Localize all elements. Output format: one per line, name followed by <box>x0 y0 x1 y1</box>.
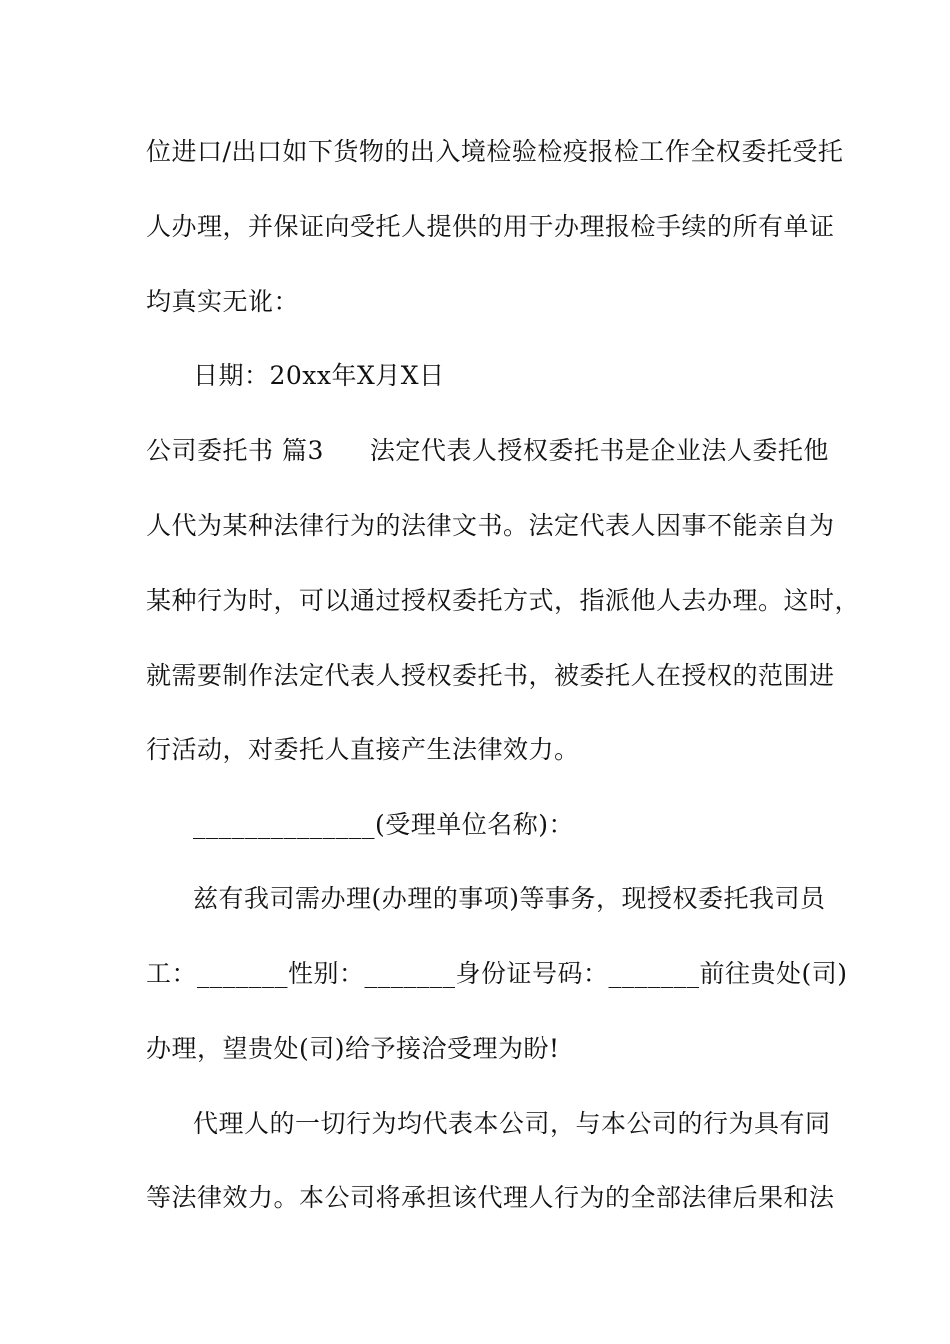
paragraph-line: 就需要制作法定代表人授权委托书，被委托人在授权的范围进 <box>146 661 835 690</box>
paragraph-line: 位进口/出口如下货物的出入境检验检疫报检工作全权委托受托 <box>146 137 844 166</box>
paragraph-line: 等法律效力。本公司将承担该代理人行为的全部法律后果和法 <box>146 1183 835 1212</box>
section-heading-line <box>146 436 829 466</box>
paragraph-line: 代理人的一切行为均代表本公司，与本公司的行为具有同 <box>193 1109 831 1138</box>
recipient-line: ______________(受理单位名称)： <box>193 810 575 839</box>
paragraph-line: 人办理，并保证向受托人提供的用于办理报检手续的所有单证 <box>146 212 835 241</box>
date-line: 日期：20xx年X月X日 <box>193 361 445 390</box>
paragraph-line: 某种行为时，可以通过授权委托方式，指派他人去办理。这时， <box>146 586 861 615</box>
paragraph-line: 工：_______性别：_______身份证号码：_______前往贵处(司) <box>146 959 848 988</box>
paragraph-line: 兹有我司需办理(办理的事项)等事务，现授权委托我司员 <box>193 884 826 913</box>
paragraph-line: 均真实无讹： <box>146 287 300 316</box>
paragraph-line: 行活动，对委托人直接产生法律效力。 <box>146 735 580 764</box>
section-heading: 公司委托书 篇3 <box>146 436 324 465</box>
paragraph-text: 法定代表人授权委托书是企业法人委托他 <box>369 436 829 465</box>
paragraph-line: 人代为某种法律行为的法律文书。法定代表人因事不能亲自为 <box>146 511 835 540</box>
paragraph-line: 办理，望贵处(司)给予接洽受理为盼! <box>146 1034 560 1063</box>
